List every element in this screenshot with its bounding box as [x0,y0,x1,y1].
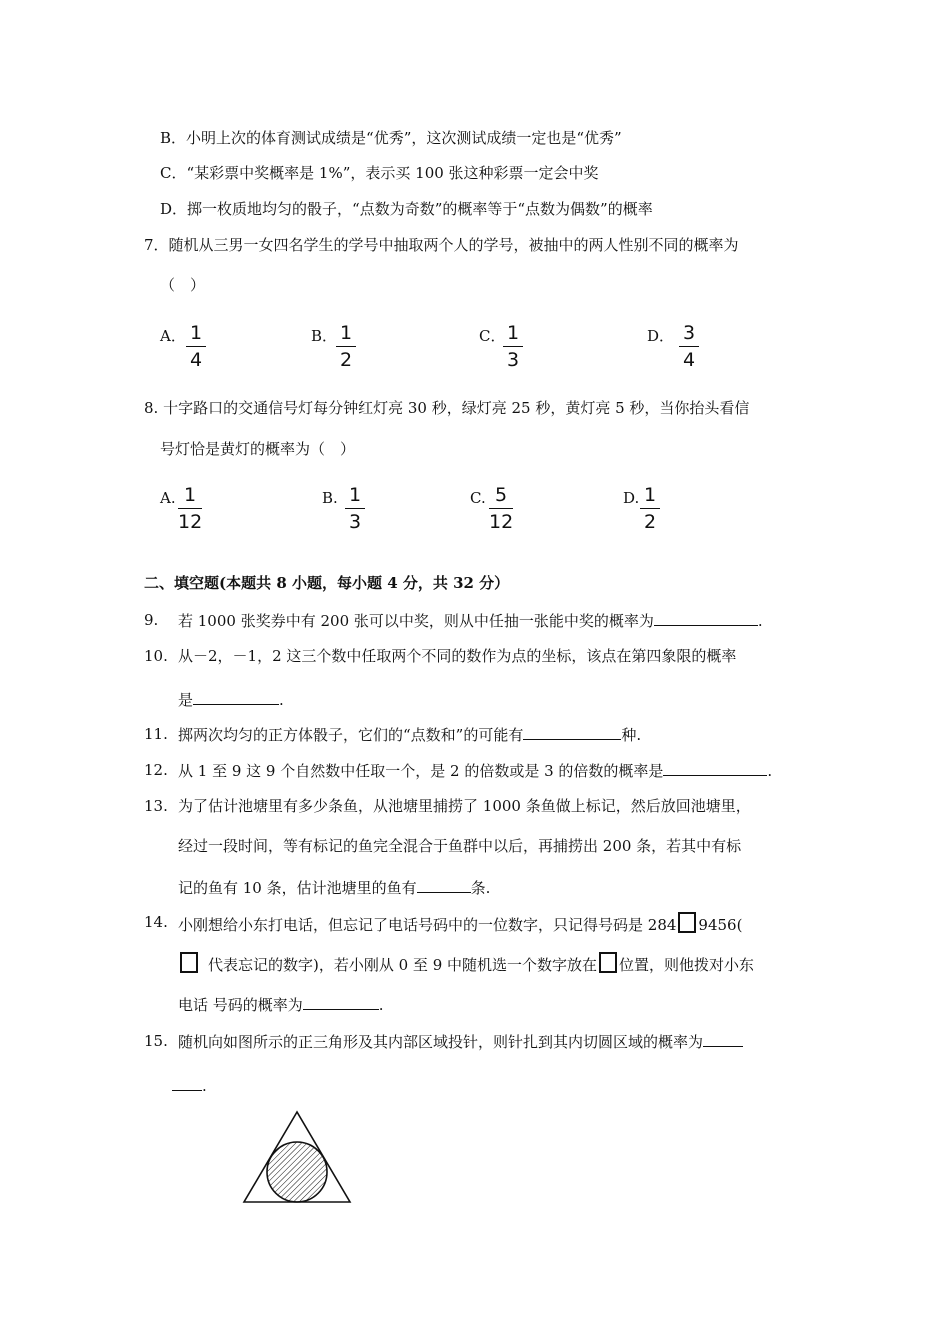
q15-answer-blank-continued[interactable] [172,1075,202,1091]
denominator: 2 [643,511,657,533]
q7-option-c-label: C． [479,327,506,345]
q8-option-c-label: C. [470,489,486,507]
fraction-bar [186,346,206,347]
q10-number: 10. [144,647,168,665]
q15-answer-blank[interactable] [703,1031,743,1047]
denominator: 3 [506,349,520,371]
q13-answer-blank[interactable] [417,877,471,893]
numerator: 3 [682,322,696,344]
q12-end: . [767,762,773,780]
q15-line2 [172,1075,207,1096]
missing-digit-box [599,952,617,973]
denominator: 12 [178,511,203,533]
numerator: 1 [189,322,203,344]
q12-text [178,760,772,781]
q13-line1: 为了估计池塘里有多少条鱼，从池塘里捕捞了 1000 条鱼做上标记，然后放回池塘里， [178,797,751,815]
q8-option-d-fraction [640,484,660,533]
q6-option-c: C．“某彩票中奖概率是 1%”，表示买 100 张这种彩票一定会中奖 [160,164,599,182]
missing-digit-box [678,912,696,933]
q8-option-a-fraction [178,484,202,533]
q14-number: 14. [144,913,168,931]
q9-answer-blank[interactable] [654,610,758,626]
q7-option-b-label: B． [311,327,338,345]
q11-number: 11. [144,725,168,743]
numerator: 1 [339,322,353,344]
q13-end: 条. [470,879,491,897]
q8-option-a-label: A. [160,489,176,507]
q8-stem-line2: 号灯恰是黄灯的概率为（ ） [160,440,356,458]
q11-end: 种. [621,726,642,744]
q7-stem: 7．随机从三男一女四名学生的学号中抽取两个人的学号，被抽中的两人性别不同的概率为 [144,236,739,254]
q13-line2: 经过一段时间，等有标记的鱼完全混合于鱼群中以后，再捕捞出 200 条，若其中有标 [178,837,742,855]
q10-stem: 从－2，－1，2 这三个数中任取两个不同的数作为点的坐标，该点在第四象限的概率 [178,647,737,665]
q8-option-b-fraction [345,484,365,533]
q14-end: . [378,996,384,1014]
q13-line3-text: 记的鱼有 10 条，估计池塘里的鱼有 [178,879,417,897]
fraction-bar [489,508,513,509]
q14-line2-tail: 位置，则他拨对小东 [619,956,755,974]
q13-line3 [178,877,490,898]
inscribed-circle [267,1142,327,1202]
q15-line1 [178,1031,743,1052]
q14-line2 [178,952,754,975]
q10-end: . [279,691,284,709]
q12-number: 12. [144,761,168,779]
q8-option-c-fraction [489,484,513,533]
q14-answer-blank[interactable] [303,994,379,1010]
missing-digit-box [180,952,198,973]
q11-stem: 掷两次均匀的正方体骰子，它们的“点数和”的可能有 [178,726,524,744]
q13-number: 13. [144,797,168,815]
fraction-bar [503,346,523,347]
q8-option-d-label: D. [623,489,640,507]
denominator: 4 [682,349,696,371]
q7-option-b-fraction [336,322,356,371]
q9-number: 9. [144,611,159,629]
q7-paren: （ ） [160,276,206,294]
numerator: 5 [494,484,508,506]
q8-stem-line1: 8. 十字路口的交通信号灯每分钟红灯亮 30 秒，绿灯亮 25 秒，黄灯亮 5 秒，当你抬头看信 [144,399,750,417]
q7-option-d-fraction [679,322,699,371]
fraction-bar [679,346,699,347]
q7-option-a-label: A． [160,327,186,345]
numerator: 1 [348,484,362,506]
q11-answer-blank[interactable] [523,724,621,740]
q14-line3-text: 电话 号码的概率为 [178,996,303,1014]
q14-line1-tail: 9456( [698,916,743,934]
q12-answer-blank[interactable] [663,760,767,776]
q15-stem: 随机向如图所示的正三角形及其内部区域投针，则针扎到其内切圆区域的概率为 [178,1033,704,1051]
q10-line2-text: 是 [178,691,194,709]
q12-stem: 从 1 至 9 这 9 个自然数中任取一个，是 2 的倍数或是 3 的倍数的概率是 [178,762,664,780]
q8-option-b-label: B. [322,489,338,507]
q9-end: . [757,612,763,630]
q10-line2 [178,689,284,710]
q15-number: 15. [144,1032,168,1050]
q7-option-d-label: D． [647,327,675,345]
denominator: 2 [339,349,353,371]
q15-end: . [202,1077,207,1095]
q14-line2-text: 代表忘记的数字)，若小刚从 0 至 9 中随机选一个数字放在 [208,956,598,974]
q7-option-a-fraction [186,322,206,371]
q10-answer-blank[interactable] [193,689,279,705]
fraction-bar [640,508,660,509]
q6-option-b: B．小明上次的体育测试成绩是“优秀”，这次测试成绩一定也是“优秀” [160,129,622,147]
numerator: 1 [183,484,197,506]
q14-line1-text: 小刚想给小东打电话，但忘记了电话号码中的一位数字，只记得号码是 284 [178,916,677,934]
q9-stem: 若 1000 张奖券中有 200 张可以中奖，则从中任抽一张能中奖的概率为 [178,612,654,630]
section-heading: 二、填空题(本题共 8 小题，每小题 4 分，共 32 分） [144,574,510,592]
fraction-bar [345,508,365,509]
q6-option-d: D．掷一枚质地均匀的骰子，“点数为奇数”的概率等于“点数为偶数”的概率 [160,200,653,218]
q9-text [178,610,763,631]
q14-line3 [178,994,384,1015]
denominator: 12 [489,511,514,533]
q11-text [178,724,641,745]
denominator: 3 [348,511,362,533]
triangle-incircle-figure [240,1108,354,1206]
q7-option-c-fraction [503,322,523,371]
denominator: 4 [189,349,203,371]
q14-line1 [178,912,742,935]
numerator: 1 [643,484,657,506]
fraction-bar [178,508,202,509]
numerator: 1 [506,322,520,344]
fraction-bar [336,346,356,347]
